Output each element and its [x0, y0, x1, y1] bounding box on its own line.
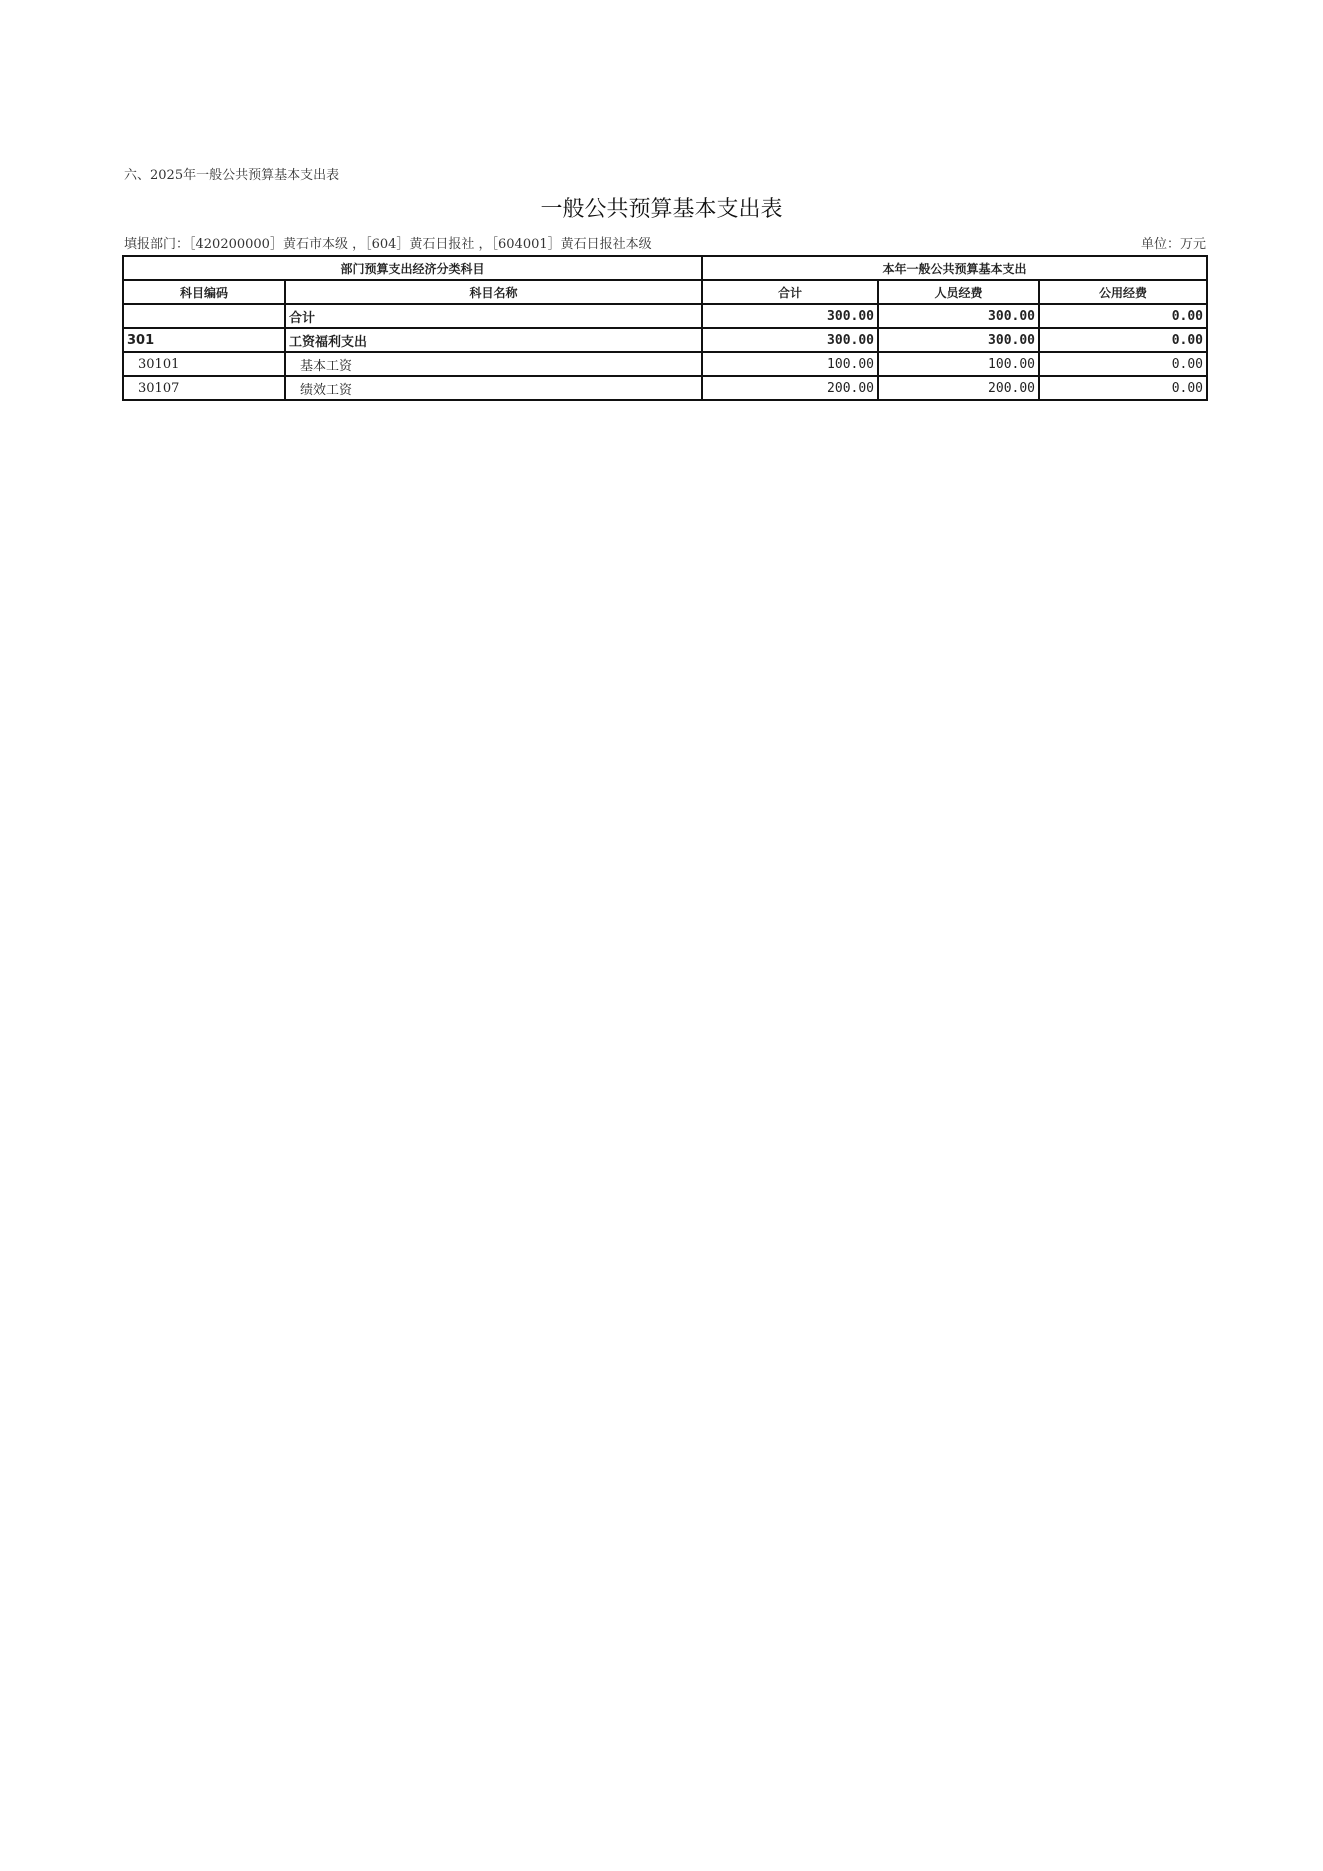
cell-name: 合计 — [285, 304, 702, 328]
cell-total: 200.00 — [702, 376, 878, 400]
cell-name: 绩效工资 — [285, 376, 702, 400]
cell-name: 基本工资 — [285, 352, 702, 376]
cell-personnel: 200.00 — [878, 376, 1039, 400]
group-header-row — [123, 256, 1207, 280]
table-row — [123, 376, 1207, 400]
cell-public: 0.00 — [1039, 304, 1207, 328]
cell-total: 300.00 — [702, 304, 878, 328]
page-title: 一般公共预算基本支出表 — [540, 197, 783, 222]
table-row — [123, 304, 1207, 328]
cell-public: 0.00 — [1039, 352, 1207, 376]
cell-total: 300.00 — [702, 328, 878, 352]
cell-name: 工资福利支出 — [285, 328, 702, 352]
cell-personnel: 300.00 — [878, 304, 1039, 328]
column-header-row — [123, 280, 1207, 304]
cell-code: 30101 — [123, 352, 285, 376]
cell-code: 301 — [123, 328, 285, 352]
col-header-personnel: 人员经费 — [878, 280, 1039, 304]
meta-row — [124, 233, 1206, 252]
col-header-code: 科目编码 — [123, 280, 285, 304]
col-header-total: 合计 — [702, 280, 878, 304]
cell-public: 0.00 — [1039, 376, 1207, 400]
filing-department: 填报部门：［420200000］黄石市本级 ，［604］黄石日报社 ，［604001］黄石日报社本级 — [124, 237, 652, 252]
budget-table — [122, 255, 1208, 401]
section-label: 六、2025年一般公共预算基本支出表 — [124, 168, 340, 183]
cell-code — [123, 304, 285, 328]
cell-total: 100.00 — [702, 352, 878, 376]
table-row — [123, 328, 1207, 352]
col-header-name: 科目名称 — [285, 280, 702, 304]
unit-label: 单位：万元 — [1140, 237, 1206, 252]
group-header-classification: 部门预算支出经济分类科目 — [123, 256, 702, 280]
cell-public: 0.00 — [1039, 328, 1207, 352]
col-header-public: 公用经费 — [1039, 280, 1207, 304]
cell-code: 30107 — [123, 376, 285, 400]
cell-personnel: 300.00 — [878, 328, 1039, 352]
table-row — [123, 352, 1207, 376]
group-header-expenditure: 本年一般公共预算基本支出 — [702, 256, 1207, 280]
cell-personnel: 100.00 — [878, 352, 1039, 376]
